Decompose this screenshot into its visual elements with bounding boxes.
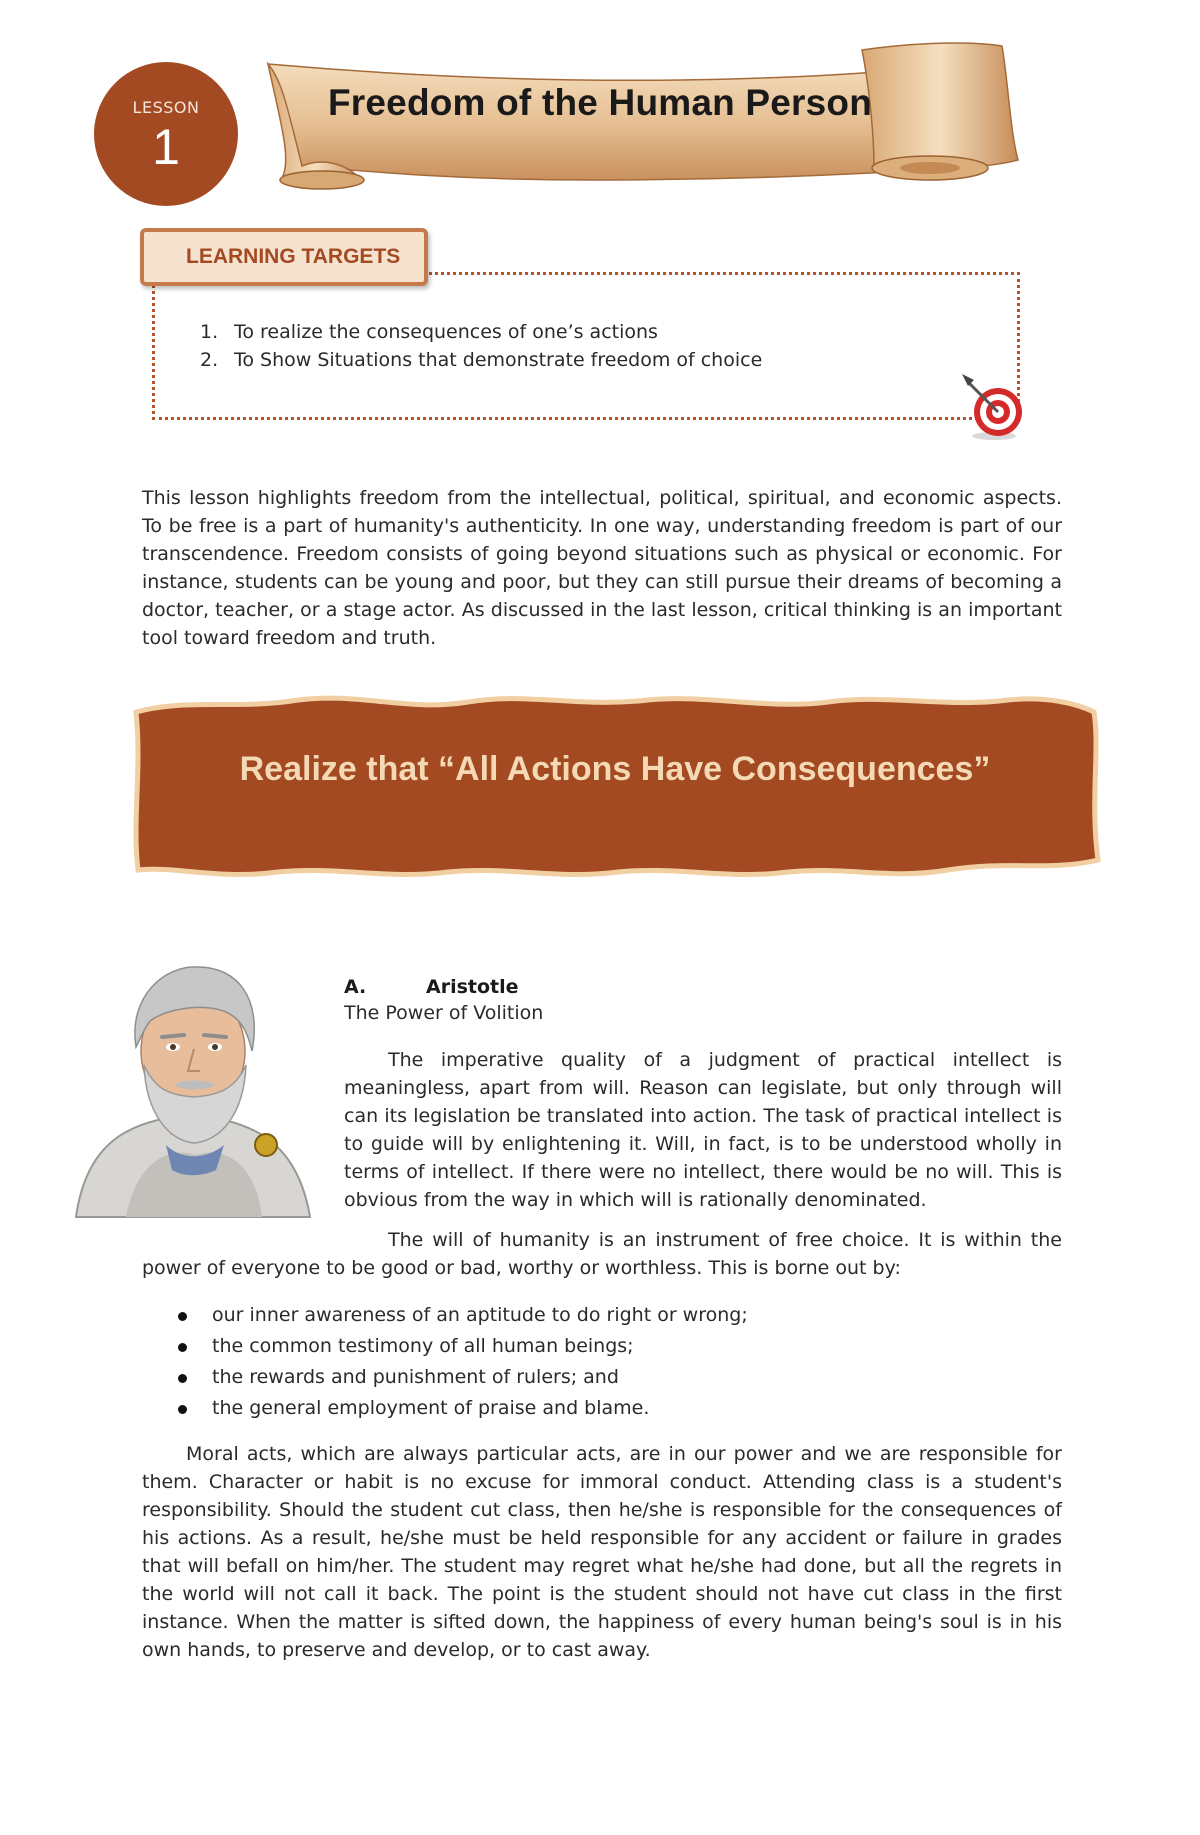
list-item: the general employment of praise and blame. [142,1393,748,1424]
target-icon [958,372,1028,442]
list-item: the common testimony of all human beings; [142,1331,748,1362]
paragraph-moral-acts: Moral acts, which are always particular acts, are in our power and we are responsible for them. Character or habit is no excuse for immoral conduct. Attending class is a student's responsibility. Should the student cut class, then he/she is responsible for the consequences of his actions. As a result, he/she must be held responsible for any accident or failure in grades that will befall on him/her. The student may regret what he/she had done, but all the regrets in the world will not call it back. The point is the student should not have cut class in the first instance. When the matter is sifted down, the happiness of every human being's soul is in his own hands, to preserve and develop, or to cast away. [142,1443,1062,1661]
paragraph-volition: The imperative quality of a judgment of practical intellect is meaningless, apart from will. Reason can legislate, but only through will can its legislation be translated into action. The task of practical intellect is to guide will by enlightening it. Will, in fact, is to be understood wholly in terms of intellect. If there were no intellect, there would be no will. This is obvious from the way in which will is rationally denominated. [344,1049,1062,1211]
list-item-text: To realize the consequences of one’s actions [234,321,658,343]
section-letter: A. [344,976,367,998]
bullet-list [142,1300,748,1424]
lesson-badge [94,62,238,206]
list-item-text: To Show Situations that demonstrate freedom of choice [234,349,763,371]
list-item [200,346,762,374]
list-item: our inner awareness of an aptitude to do right or wrong; [142,1300,748,1331]
section-subtitle: The Power of Volition [344,1002,544,1024]
list-item [200,318,762,346]
list-item: the rewards and punishment of rulers; and [142,1362,748,1393]
lesson-number: 1 [152,119,180,175]
intro-paragraph: This lesson highlights freedom from the intellectual, political, spiritual, and economic aspects. To be free is a part of humanity's authenticity. In one way, understanding freedom is part of our transcendence. Freedom consists of going beyond situations such as physical or economic. For instance, students can be young and poor, but they can still pursue their dreams of becoming a doctor, teacher, or a stage actor. As discussed in the last lesson, critical thinking is an important tool toward freedom and truth. [142,487,1062,649]
learning-targets-heading: LEARNING TARGETS [140,228,428,286]
page-title: Freedom of the Human Person [328,82,873,123]
paragraph-free-choice [142,1226,1062,1282]
paragraph-free-choice-text: The will of humanity is an instrument of free choice. It is within the power of everyone to be good or bad, worthy or worthless. This is borne out by: [142,1229,1062,1279]
section-heading [344,976,519,998]
section-title: Realize that “All Actions Have Consequences” [239,750,991,788]
section-name: Aristotle [426,976,519,998]
aristotle-portrait [66,955,316,1225]
list-item-number: 1. [200,321,219,343]
learning-targets-list [200,318,762,374]
list-item-number: 2. [200,349,219,371]
lesson-label: LESSON [132,98,200,117]
